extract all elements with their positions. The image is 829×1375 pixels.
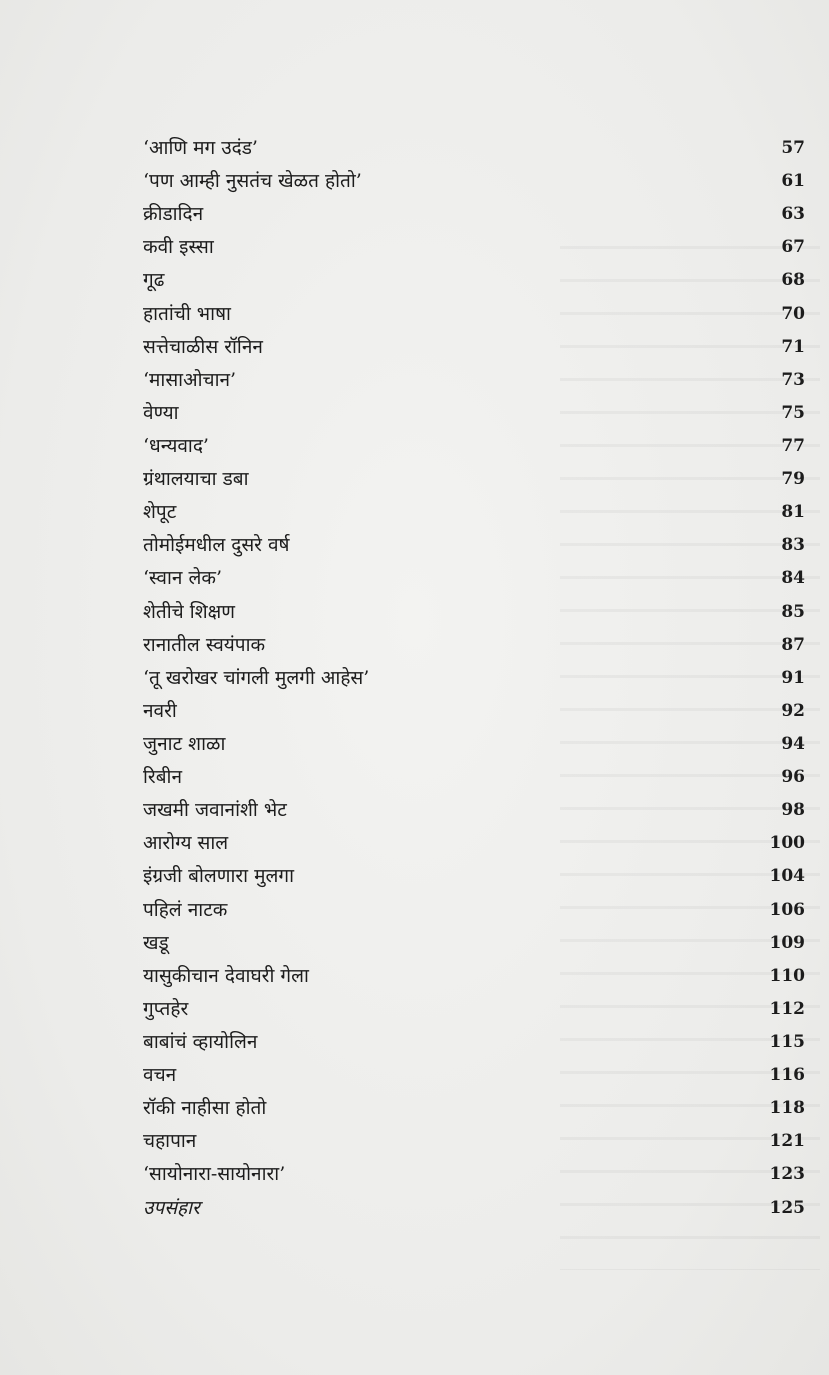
toc-entry xyxy=(143,496,805,529)
toc-entry-title: ‘धन्यवाद’ xyxy=(143,434,209,457)
toc-entry-page-number: 73 xyxy=(781,369,805,390)
toc-entry-page-number: 121 xyxy=(769,1131,805,1152)
toc-entry xyxy=(143,529,805,562)
toc-entry-page-number: 83 xyxy=(781,535,805,556)
toc-entry xyxy=(143,794,805,827)
toc-entry xyxy=(143,860,805,893)
toc-entry xyxy=(143,960,805,993)
toc-entry-page-number: 112 xyxy=(769,998,805,1019)
toc-entry-title: ‘सायोनारा-सायोनारा’ xyxy=(143,1163,286,1186)
toc-entry-title: क्रीडादिन xyxy=(143,203,204,226)
toc-entry-page-number: 77 xyxy=(781,435,805,456)
toc-entry-page-number: 125 xyxy=(769,1197,805,1218)
toc-entry-title: गूढ xyxy=(143,269,165,292)
toc-entry-page-number: 57 xyxy=(781,138,805,158)
toc-entry xyxy=(143,827,805,860)
toc-entry-title: शेपूट xyxy=(143,501,177,524)
toc-entry-title: जुनाट शाळा xyxy=(143,732,226,755)
toc-entry-title: बाबांचं व्हायोलिन xyxy=(143,1030,258,1053)
toc-entry xyxy=(143,264,805,297)
toc-entry-title: रिबीन xyxy=(143,766,183,789)
toc-entry-page-number: 92 xyxy=(781,700,805,721)
toc-entry-page-number: 94 xyxy=(781,733,805,754)
toc-entry-title: ‘तू खरोखर चांगली मुलगी आहेस’ xyxy=(143,666,370,689)
toc-entry-page-number: 67 xyxy=(781,237,805,258)
toc-entry xyxy=(143,596,805,629)
toc-entry-page-number: 71 xyxy=(781,336,805,357)
toc-entry xyxy=(143,1059,805,1092)
toc-entry-page-number: 98 xyxy=(781,800,805,821)
toc-entry-title: पहिलं नाटक xyxy=(143,898,228,921)
toc-entry-title: हातांची भाषा xyxy=(143,302,231,325)
toc-entry-page-number: 109 xyxy=(769,932,805,953)
toc-entry-page-number: 79 xyxy=(781,469,805,490)
toc-entry xyxy=(143,331,805,364)
toc-entry xyxy=(143,927,805,960)
toc-entry-page-number: 70 xyxy=(781,303,805,324)
toc-entry-page-number: 100 xyxy=(769,833,805,854)
toc-entry xyxy=(143,761,805,794)
toc-entry-title: ग्रंथालयाचा डबा xyxy=(143,468,249,491)
toc-entry-title: ‘मासाओचान’ xyxy=(143,368,237,391)
toc-entry-page-number: 96 xyxy=(781,767,805,788)
toc-entry xyxy=(143,1192,805,1225)
toc-entry-page-number: 104 xyxy=(769,866,805,887)
toc-entry xyxy=(143,695,805,728)
toc-entry-title: चहापान xyxy=(143,1130,197,1153)
toc-entry-title: आरोग्य साल xyxy=(143,832,229,855)
toc-entry xyxy=(143,1092,805,1125)
toc-entry xyxy=(143,1125,805,1158)
toc-entry-page-number: 87 xyxy=(781,634,805,655)
toc-entry-title: जखमी जवानांशी भेट xyxy=(143,799,287,822)
toc-entry-title: ‘स्वान लेक’ xyxy=(143,567,223,590)
toc-entry-page-number: 61 xyxy=(781,171,805,192)
toc-entry-title: खडू xyxy=(143,931,169,954)
toc-entry xyxy=(143,165,805,198)
toc-entry xyxy=(143,132,805,165)
toc-entry-title: इंग्रजी बोलणारा मुलगा xyxy=(143,865,295,888)
toc-entry xyxy=(143,728,805,761)
toc-entry-page-number: 81 xyxy=(781,502,805,523)
toc-entry-page-number: 84 xyxy=(781,568,805,589)
toc-entry xyxy=(143,463,805,496)
toc-entry-page-number: 85 xyxy=(781,601,805,622)
toc-entry-page-number: 91 xyxy=(781,667,805,688)
toc-entry-title: रानातील स्वयंपाक xyxy=(143,633,266,656)
toc-entry-page-number: 110 xyxy=(769,965,805,986)
toc-entry xyxy=(143,1158,805,1191)
toc-entry xyxy=(143,662,805,695)
toc-entry-title: तोमोईमधील दुसरे वर्ष xyxy=(143,534,290,557)
toc-entry-title: रॉकी नाहीसा होतो xyxy=(143,1097,267,1120)
toc-entry-page-number: 106 xyxy=(769,899,805,920)
toc-entry-title: कवी इस्सा xyxy=(143,236,214,259)
toc-entry-page-number: 63 xyxy=(781,204,805,225)
toc-entry xyxy=(143,231,805,264)
toc-entry-title: गुप्तहेर xyxy=(143,997,189,1020)
toc-entry-title: शेतीचे शिक्षण xyxy=(143,600,235,623)
toc-entry xyxy=(143,894,805,927)
toc-entry xyxy=(143,198,805,231)
toc-entry-page-number: 123 xyxy=(769,1164,805,1185)
toc-entry-title: उपसंहार xyxy=(143,1196,200,1219)
toc-entry xyxy=(143,364,805,397)
toc-entry xyxy=(143,430,805,463)
toc-entry-title: वेण्या xyxy=(143,401,179,424)
toc-entry-title: ‘आणि मग उदंड’ xyxy=(143,137,258,159)
toc-entry-title: ‘पण आम्ही नुसतंच खेळत होतो’ xyxy=(143,170,362,193)
toc-entry xyxy=(143,1026,805,1059)
toc-entry-title: सत्तेचाळीस रॉनिन xyxy=(143,335,263,358)
toc-entry xyxy=(143,298,805,331)
toc-entry-title: नवरी xyxy=(143,699,177,722)
toc-entry-page-number: 68 xyxy=(781,270,805,291)
toc-entry xyxy=(143,993,805,1026)
toc-entry-page-number: 115 xyxy=(769,1031,805,1052)
toc-entry-page-number: 75 xyxy=(781,402,805,423)
toc-entry xyxy=(143,397,805,430)
toc-entry-title: यासुकीचान देवाघरी गेला xyxy=(143,964,309,987)
toc-entry xyxy=(143,562,805,595)
toc-entry-page-number: 116 xyxy=(769,1065,805,1086)
table-of-contents xyxy=(143,132,805,1225)
toc-entry-page-number: 118 xyxy=(769,1098,805,1119)
toc-entry xyxy=(143,629,805,662)
toc-entry-title: वचन xyxy=(143,1064,177,1087)
